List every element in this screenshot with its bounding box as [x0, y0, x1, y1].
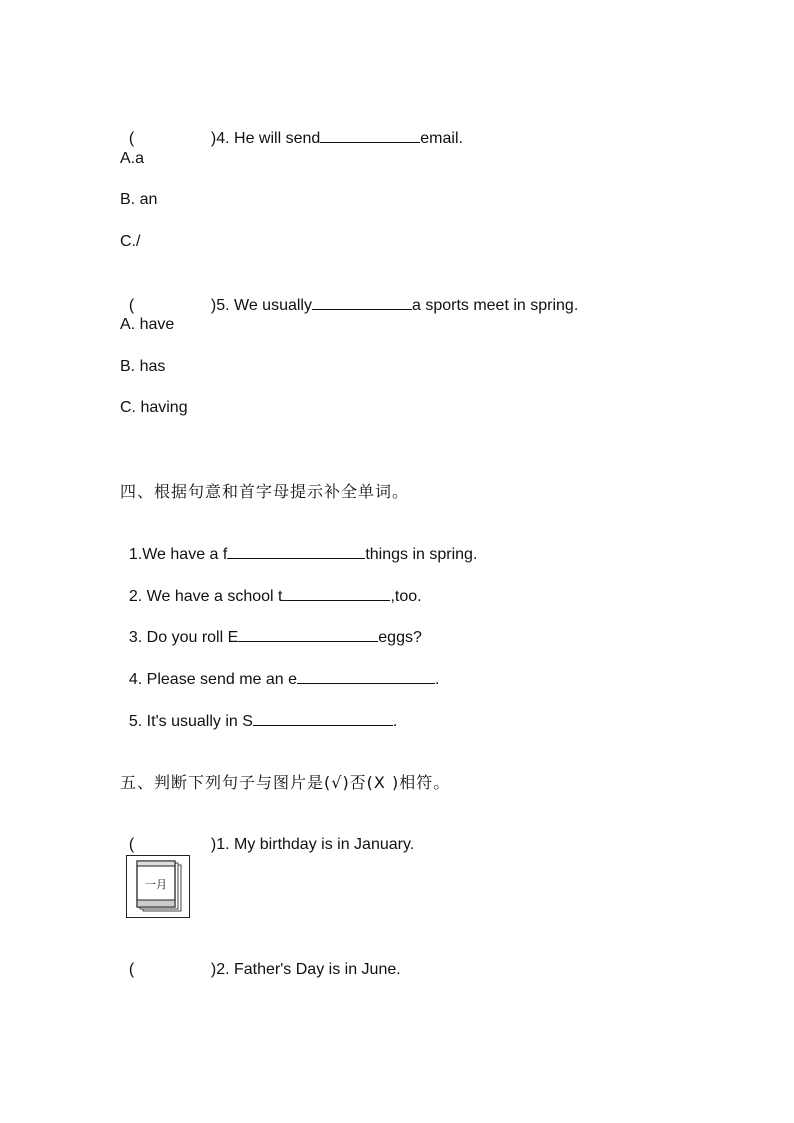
answer-paren[interactable]: (	[128, 130, 135, 147]
question-text-suffix: email.	[420, 130, 463, 147]
option-b: B. an	[120, 191, 158, 208]
calendar-icon	[127, 856, 189, 917]
judge-item-text: )1. My birthday is in January.	[210, 836, 415, 853]
option-a: A.a	[120, 150, 145, 167]
fill-item-suffix: .	[392, 713, 398, 730]
fill-item-1	[120, 523, 478, 563]
fill-item-5	[120, 690, 398, 730]
fill-item-2	[120, 565, 422, 605]
fill-blank[interactable]	[282, 585, 390, 601]
option-c: C./	[120, 233, 141, 250]
section-4-heading: 四、根据句意和首字母提示补全单词。	[120, 482, 410, 501]
answer-blank[interactable]	[320, 127, 420, 143]
fill-item-prefix: 4. Please send me an e	[128, 671, 297, 688]
answer-paren[interactable]: (	[128, 961, 135, 978]
fill-item-suffix: things in spring.	[365, 546, 478, 563]
fill-item-prefix: 3. Do you roll E	[128, 629, 239, 646]
calendar-month-text: 一月	[145, 878, 167, 891]
judge-item-text: )2. Father's Day is in June.	[210, 961, 401, 978]
judge-item-1	[120, 815, 415, 853]
question-text-suffix: a sports meet in spring.	[411, 297, 579, 314]
question-4	[120, 107, 463, 147]
fill-item-suffix: ,too.	[390, 588, 422, 605]
section-5-heading: 五、判断下列句子与图片是(√)否(X )相符。	[120, 773, 451, 792]
question-5	[120, 274, 579, 314]
option-c: C. having	[120, 399, 188, 416]
fill-blank[interactable]	[253, 710, 393, 726]
fill-item-prefix: 2. We have a school t	[128, 588, 283, 605]
judge-item-2	[120, 940, 401, 978]
fill-item-prefix: 1.We have a f	[128, 546, 228, 563]
fill-item-suffix: .	[435, 671, 440, 688]
fill-item-3	[120, 606, 422, 646]
fill-blank[interactable]	[297, 668, 435, 684]
answer-paren[interactable]: (	[128, 836, 135, 853]
fill-item-prefix: 5. It's usually in S	[128, 713, 253, 730]
answer-paren[interactable]: (	[128, 297, 135, 314]
option-b: B. has	[120, 358, 166, 375]
fill-item-4	[120, 648, 440, 688]
option-a: A. have	[120, 316, 175, 333]
answer-blank[interactable]	[312, 294, 412, 310]
fill-item-suffix: eggs?	[378, 629, 422, 646]
fill-blank[interactable]	[227, 543, 365, 559]
fill-blank[interactable]	[238, 626, 378, 642]
question-text: )5. We usually	[210, 297, 312, 314]
question-text: )4. He will send	[210, 130, 321, 147]
calendar-picture	[126, 855, 190, 918]
